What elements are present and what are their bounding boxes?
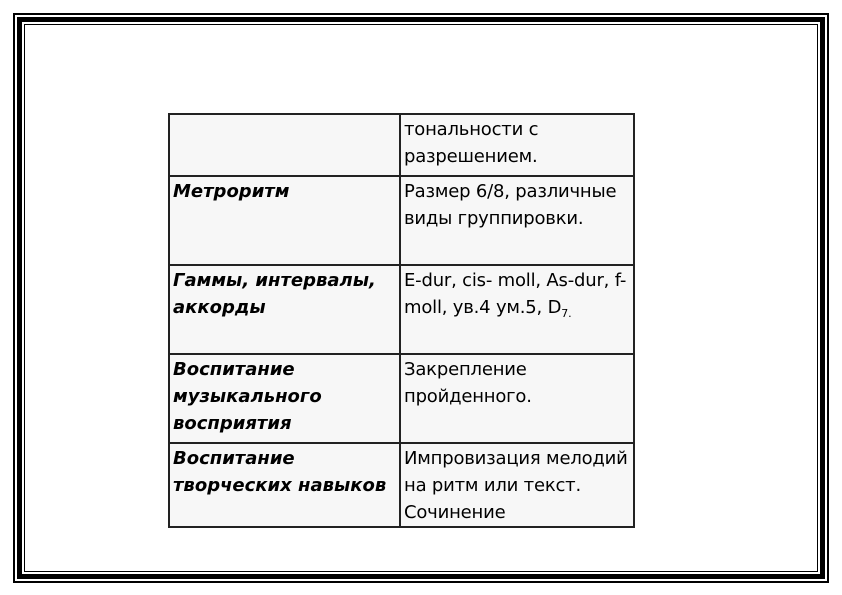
table-row — [169, 114, 634, 176]
topic-cell: Метроритм — [169, 176, 400, 265]
topic-cell: Воспитание творческих навыков — [169, 443, 400, 527]
topic-cell: Гаммы, интервалы, аккорды — [169, 265, 400, 354]
topic-cell: Воспитание музыкального восприятия — [169, 354, 400, 443]
table-row — [169, 176, 634, 265]
table-row — [169, 443, 634, 527]
table-row — [169, 354, 634, 443]
table-row — [169, 265, 634, 354]
chord-subscript: 7. — [561, 307, 572, 320]
topic-cell — [169, 114, 400, 176]
content-text: E-dur, cis- moll, As-dur, f-moll, ув.4 ум.5, D — [404, 270, 627, 318]
content-cell: тональности с разрешением. — [400, 114, 634, 176]
content-cell: Импровизация мелодий на ритм или текст. Сочинение — [400, 443, 634, 527]
content-cell — [400, 265, 634, 354]
content-cell: Размер 6/8, различные виды группировки. — [400, 176, 634, 265]
content-cell: Закрепление пройденного. — [400, 354, 634, 443]
curriculum-table — [168, 113, 635, 528]
